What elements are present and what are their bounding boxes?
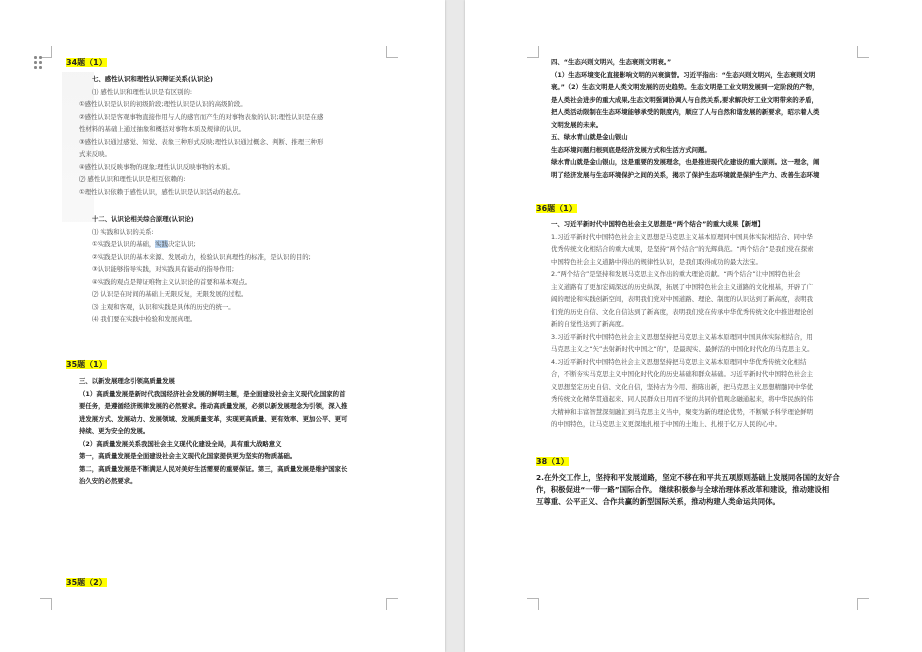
- text-line: 作，积极促进“一带一路”国际合作。 继续积极参与全球治理体系改革和建设，推动建设相: [536, 485, 830, 494]
- text-line: 合，不断夯实马克思主义中国化时代化的历史基础和群众基础。习近平新时代中国特色社会主: [551, 370, 814, 378]
- text-line: 的中国特色，让马克思主义更深地扎根于中国的土地上、扎根于亿万人民的心中。: [551, 420, 782, 428]
- document-page-right: [465, 0, 922, 652]
- text-line: ②感性认识是客观事物直接作用与人的感官而产生的对事物表象的认识;理性认识是在感: [79, 112, 324, 121]
- text-line: 马克思主义之“矢”去射新时代中国之“的”，是最现实、最鲜活的中国化时代化的马克思主义。: [551, 345, 814, 353]
- text-line: 互尊重、公平正义、合作共赢的新型国际关系，推动构建人类命运共同体。: [536, 497, 780, 506]
- document-page-left: [0, 0, 445, 652]
- text-line: 优秀传统文化相结合的重大成果，是坚持“两个结合”的光辉典范。“两个结合”是我们党在探索: [551, 245, 814, 253]
- text-line: 性材料的基础上通过抽象和概括对事物本质及规律的认识。: [79, 125, 246, 133]
- text-line: 持续、更为安全的发展。: [79, 427, 150, 435]
- text-line: 治久安的必然要求。: [79, 477, 137, 485]
- text-line: ③认识能够指导实践，对实践具有能动的指导作用;: [92, 265, 235, 273]
- text-line: 义思想坚定历史自信、文化自信，坚持古为今用、推陈出新，把马克思主义思想精髓同中华优: [551, 382, 814, 391]
- text-line: 衰。”（2）生态文明是人类文明发展的历史趋势。生态文明是工业文明发展到一定阶段的产物，: [551, 83, 819, 91]
- text-line: 明了经济发展与生态环境保护之间的关系，揭示了保护生态环境就是保护生产力、改善生态环境: [551, 170, 820, 179]
- q34-answer-block-2: [92, 213, 392, 326]
- text-line: 式来反映。: [79, 150, 111, 158]
- section-heading: 三、以新发展理念引领高质量发展: [79, 377, 175, 385]
- selected-text[interactable]: 实践: [155, 240, 169, 248]
- text-line: 1.习近平新时代中国特色社会主义思想是马克思主义基本原理同中国具体实际相结合、同中华: [551, 232, 813, 241]
- text-line: ⑶ 主观和客观，认识和实践是具体的历史的统一。: [92, 302, 235, 311]
- question-label-38: 38（1）: [536, 457, 569, 466]
- section-heading: 五、绿水青山就是金山银山: [551, 133, 628, 141]
- text-line: ⑵ 认识是在时间的基础上无限反复，无限发展的过程。: [92, 290, 248, 298]
- q34-answer-lines: [79, 98, 391, 198]
- question-label-35: 35题（1）: [66, 360, 107, 369]
- text-line: 4.习近平新时代中国特色社会主义思想坚持把马克思主义基本原理同中华优秀传统文化相结: [551, 357, 807, 366]
- text-line: 新的自觉性达到了新高度。: [551, 320, 628, 328]
- section-heading: 四、“生态兴则文明兴，生态衰则文明衰。”: [551, 58, 672, 66]
- text-line: （2）高质量发展关系我国社会主义现代化建设全局，具有重大战略意义: [79, 439, 282, 448]
- text-line: 绿水青山就是金山银山，这是重要的发展理念，也是推进现代化建设的重大原则。这一理念，阐: [551, 158, 820, 166]
- text-line: 阔的理论和实践创新空间，表明我们党对中国道路、理论、制度的认识达到了新高度，表明我: [551, 295, 814, 303]
- q36-answer-block: [551, 218, 869, 431]
- question-label-36: 36题（1）: [536, 204, 577, 213]
- text-line: ⑴ 感性认识和理性认识是有区别的:: [92, 87, 193, 96]
- text-line: 生态环境问题归根到底是经济发展方式和生活方式问题。: [551, 145, 711, 154]
- q38-answer-block: [536, 472, 872, 508]
- text-line: ①感性认识是认识的初级阶段;理性认识是认识的高级阶段。: [79, 100, 247, 108]
- text-line: 第二，高质量发展是不断满足人民对美好生活需要的重要保证。第三，高质量发展是维护国家长: [79, 464, 348, 473]
- page-corner-mark: [527, 46, 539, 58]
- text-line: ⑵ 感性认识和理性认识是相互依赖的:: [79, 175, 186, 183]
- text-line: ④实践的观点是辩证唯物主义认识论的首要和基本观点。: [92, 277, 252, 286]
- text-line: 们党的历史自信、文化自信达到了新高度，表明我们党在传承中华优秀传统文化中推进理论创: [551, 307, 814, 316]
- page-corner-mark: [40, 598, 52, 610]
- q34-answer-block: [92, 73, 392, 98]
- section-heading: 七、感性认识和理性认识辩证关系(认识论): [92, 75, 213, 83]
- text-line: 把人类活动限制在生态环境能够承受的限度内，顺应了人与自然和谐发展的新要求，昭示着人类: [551, 108, 820, 116]
- text-line: 2.在外交工作上，坚持和平发展道路，坚定不移在和平共五项原则基础上发展同各国的友好合: [536, 473, 840, 482]
- page-corner-mark: [527, 598, 539, 610]
- text-line: 第一，高质量发展是全面建设社会主义现代化国家提供更为坚实的物质基础。: [79, 452, 297, 460]
- text-line: ⑴ 实践和认识的关系:: [92, 227, 154, 236]
- text-line: 中国特色社会主义道路中得出的规律性认识，是我们取得成功的最大法宝。: [551, 257, 762, 266]
- page-corner-mark: [857, 598, 869, 610]
- question-label-35-2: 35题（2）: [66, 578, 107, 587]
- text-line: 主义道路有了更加宏阔深远的历史纵深，拓展了中国特色社会主义道路的文化根基，开辟了广: [551, 282, 814, 291]
- text-line: 2.“两个结合”是坚持和发展马克思主义作出的重大理论贡献。“两个结合”让中国特色社会: [551, 270, 801, 278]
- section-heading: 十二、认识论相关综合原理(认识论): [92, 215, 194, 223]
- q35-answer-block: [79, 375, 391, 488]
- text-line: 进发展方式、发展动力、发展领域、发展质量变革，实现更高质量、更有效率、更加公平、更可: [79, 414, 348, 423]
- page-corner-mark: [386, 46, 398, 58]
- text-line: 文明发展的未来。: [551, 120, 603, 129]
- section-heading: 一、习近平新时代中国特色社会主义思想是“两个结合”的重大成果【新增】: [551, 220, 764, 228]
- text-line: （1）生态环境变化直接影响文明的兴衰演替。习近平指出：“生态兴则文明兴，生态衰则文明: [551, 70, 816, 79]
- page-corner-mark: [386, 598, 398, 610]
- text-line: 秀传统文化精华贯通起来、同人民群众日用而不觉的共同价值观念融通起来，将中华民族的伟: [551, 395, 814, 403]
- text-line: ④感性认识反映事物的现象;理性认识反映事物的本质。: [79, 162, 234, 171]
- text-line: ②实践是认识的基本来源、发展动力，检验认识真理性的标准，是认识的目的;: [92, 252, 311, 261]
- sec4-block: [551, 56, 869, 181]
- text-line: ⑷ 我们要在实践中检验和发展真理。: [92, 315, 197, 323]
- text-line: （1）高质量发展是新时代我国经济社会发展的鲜明主题，是全面建设社会主义现代化国家的首: [79, 389, 346, 398]
- text-line: 大精神和丰富智慧深刻融汇到马克思主义当中，聚变为新的理论优势，不断赋予科学理论鲜明: [551, 407, 814, 416]
- drag-handle-icon[interactable]: [34, 56, 44, 70]
- text-line: ③感性认识通过感觉、知觉、表象三种形式反映;理性认识通过概念、判断、推理三种形: [79, 137, 324, 146]
- text-line: 3.习近平新时代中国特色社会主义思想坚持把马克思主义基本原理同中国具体实际相结合，用: [551, 332, 813, 341]
- text-line: ①理性认识依赖于感性认识，感性认识是认识活动的起点。: [79, 187, 245, 196]
- text-line: 要任务，是遵循经济规律发展的必然要求。推动高质量发展，必须以新发展理念为引领，深入推: [79, 402, 348, 410]
- text-line: ①实践是认识的基础，实践决定认识;: [92, 240, 196, 248]
- text-line: 是人类社会进步的重大成果,生态文明强调协调人与自然关系,要求解决好工业文明带来的矛盾，: [551, 95, 818, 104]
- question-label-34: 34题（1）: [66, 58, 107, 67]
